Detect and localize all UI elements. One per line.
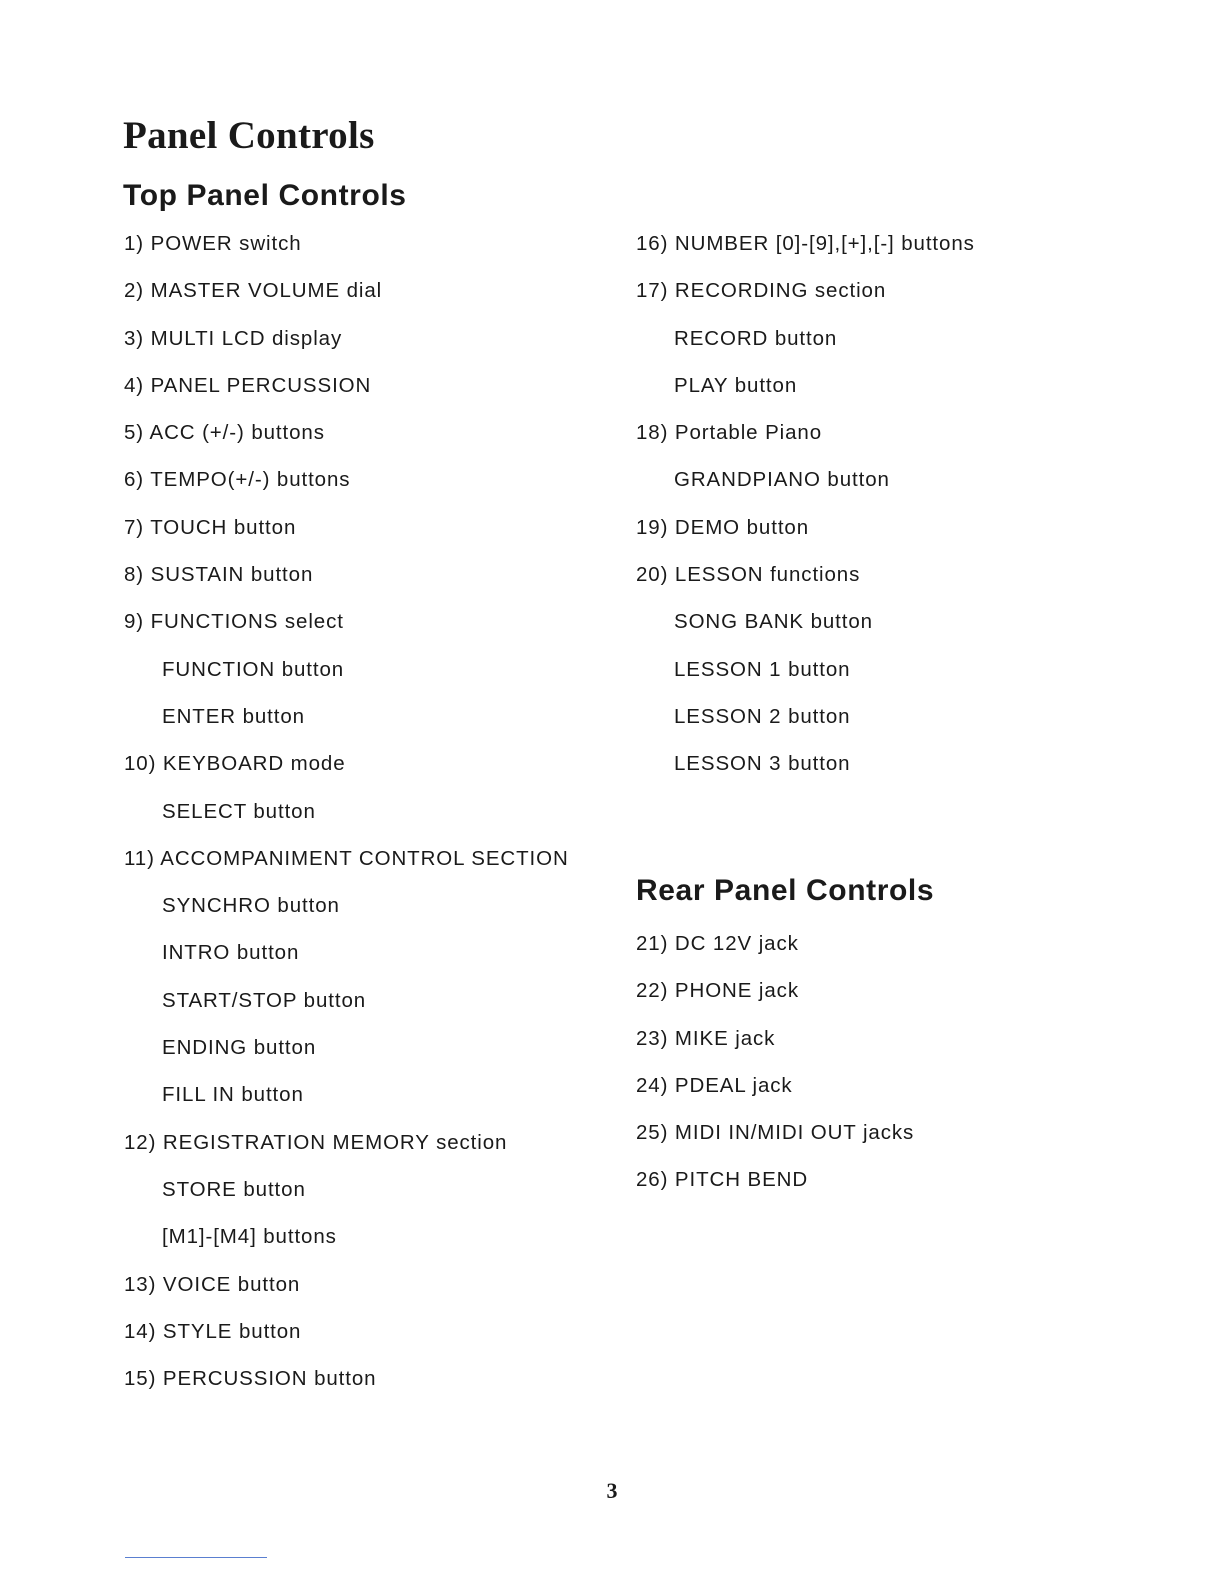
control-sub-item: LESSON 3 button (674, 752, 851, 776)
control-sub-item: SONG BANK button (674, 610, 873, 634)
control-sub-item: FILL IN button (162, 1083, 304, 1107)
top-panel-right-list (636, 234, 975, 802)
control-sub-item: ENDING button (162, 1036, 317, 1060)
footer-divider (125, 1557, 267, 1558)
control-sub-item: [M1]-[M4] buttons (162, 1225, 337, 1249)
rear-control-list-item: 21) DC 12V jack (636, 932, 799, 955)
rear-control-list-item: 26) PITCH BEND (636, 1168, 809, 1192)
control-list-item: 20) LESSON functions (636, 563, 861, 587)
top-panel-heading: Top Panel Controls (123, 179, 407, 212)
rear-panel-list (636, 934, 914, 1218)
control-sub-item: LESSON 2 button (674, 704, 851, 728)
control-list-item: 17) RECORDING section (636, 279, 887, 303)
control-list-item: 9) FUNCTIONS select (124, 610, 344, 634)
control-sub-item: START/STOP button (162, 988, 367, 1012)
control-list-item: 19) DEMO button (636, 515, 810, 539)
page-title: Panel Controls (123, 114, 375, 157)
top-panel-left-list (124, 234, 569, 1416)
control-list-item: 2) MASTER VOLUME dial (124, 279, 383, 303)
control-list-item: 3) MULTI LCD display (124, 326, 343, 350)
control-list-item: 11) ACCOMPANIMENT CONTROL SECTION (124, 846, 569, 870)
control-sub-item: FUNCTION button (162, 657, 345, 681)
control-list-item: 5) ACC (+/-) buttons (124, 421, 325, 445)
control-list-item: 18) Portable Piano (636, 421, 823, 445)
control-list-item: 7) TOUCH button (124, 515, 297, 539)
control-sub-item: STORE button (162, 1177, 306, 1201)
control-sub-item: SYNCHRO button (162, 894, 340, 918)
control-sub-item: PLAY button (674, 373, 798, 397)
control-list-item: 16) NUMBER [0]-[9],[+],[-] buttons (636, 232, 975, 255)
control-list-item: 8) SUSTAIN button (124, 563, 314, 587)
control-sub-item: SELECT button (162, 799, 316, 823)
control-list-item: 12) REGISTRATION MEMORY section (124, 1130, 508, 1154)
rear-panel-heading: Rear Panel Controls (636, 874, 935, 907)
control-list-item: 13) VOICE button (124, 1272, 301, 1296)
control-list-item: 1) POWER switch (124, 232, 302, 255)
control-sub-item: LESSON 1 button (674, 657, 851, 681)
rear-control-list-item: 24) PDEAL jack (636, 1073, 793, 1097)
control-list-item: 4) PANEL PERCUSSION (124, 373, 372, 397)
control-list-item: 14) STYLE button (124, 1319, 302, 1343)
control-list-item: 15) PERCUSSION button (124, 1367, 377, 1391)
control-list-item: 10) KEYBOARD mode (124, 752, 346, 776)
control-sub-item: GRANDPIANO button (674, 468, 890, 492)
rear-control-list-item: 22) PHONE jack (636, 979, 799, 1003)
control-sub-item: INTRO button (162, 941, 300, 965)
control-list-item: 6) TEMPO(+/-) buttons (124, 468, 351, 492)
rear-control-list-item: 25) MIDI IN/MIDI OUT jacks (636, 1121, 915, 1145)
page-number: 3 (606, 1478, 618, 1503)
control-sub-item: ENTER button (162, 704, 305, 728)
control-sub-item: RECORD button (674, 326, 838, 350)
rear-control-list-item: 23) MIKE jack (636, 1026, 776, 1050)
